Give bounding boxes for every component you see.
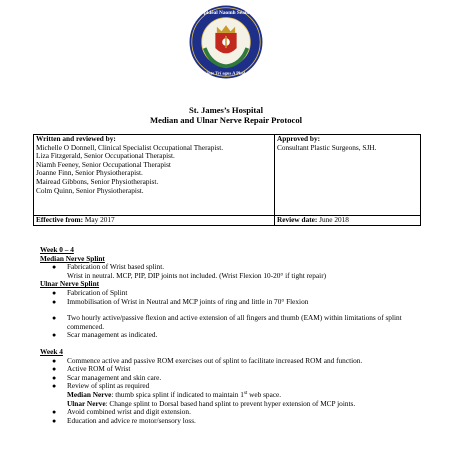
bullet-icon: ● xyxy=(52,365,57,374)
list-item: ● Education and advice re motor/sensory loss. xyxy=(52,415,196,425)
approved-label: Approved by: xyxy=(277,134,321,143)
author-line: Liza Fitzgerald, Senior Occupational Therapist. xyxy=(36,151,175,161)
effective-value: May 2017 xyxy=(84,215,115,224)
effective-cell xyxy=(34,216,275,226)
written-label: Written and reviewed by: xyxy=(36,134,116,143)
ulnar-review-line: Ulnar Nerve: Change splint to Dorsal based hand splint to prevent hyper extension of MCP joints. xyxy=(67,398,356,408)
list-item: Wrist in neutral. MCP, PIP, DIP joints not included. (Wrist Flexion 10-20° if tight repair) xyxy=(67,270,327,280)
author-line: Joanne Finn, Senior Physiotherapist. xyxy=(36,168,143,178)
authors-cell xyxy=(34,135,275,216)
review-cell xyxy=(275,216,421,226)
author-line: Michelle O Donnell, Clinical Specialist Occupational Therapist. xyxy=(36,142,224,152)
hospital-name: St. James’s Hospital xyxy=(189,105,263,115)
list-item: ● Immobilisation of Wrist in Neutral and MCP joints of ring and little in 70° Flexion xyxy=(52,296,309,306)
list-item: ● Two hourly active/passive flexion and active extension of all fingers and thumb (EAM) within limitations of splint commenced. xyxy=(52,313,402,331)
author-line: Colm Quinn, Senior Physiotherapist. xyxy=(36,185,144,195)
logo-ring-text-top: Ospidéal Naomh Séamus xyxy=(197,9,255,16)
effective-label: Effective from: xyxy=(36,215,84,224)
bullet-icon: ● xyxy=(52,408,57,417)
week-0-4-heading: Week 0 – 4 xyxy=(40,245,74,254)
list-item: ● Fabrication of Wrist based splint. xyxy=(52,262,165,272)
bullet-icon: ● xyxy=(52,416,57,425)
median-splint-heading: Median Nerve Splint xyxy=(40,253,105,263)
list-item: ● Commence active and passive ROM exercises out of splint to facilitate increased ROM and function. xyxy=(52,355,363,365)
ulnar-splint-list xyxy=(40,289,422,306)
bullet-icon: ● xyxy=(52,297,57,306)
median-review-line: Median Nerve: thumb spica splint if indicated to maintain 1st web space. xyxy=(67,389,282,399)
list-item: ● Review of splint as required xyxy=(52,381,150,391)
bullet-icon: ● xyxy=(52,331,57,340)
list-item: ● Fabrication of Splint xyxy=(52,287,128,297)
review-label: Review date: xyxy=(277,215,318,224)
bullet-icon: ● xyxy=(52,373,57,382)
bullet-icon: ● xyxy=(52,288,57,297)
protocol-title: Median and Ulnar Nerve Repair Protocol xyxy=(149,115,303,125)
bullet-icon: ● xyxy=(52,314,57,323)
protocol-info-table xyxy=(33,134,421,226)
general-list xyxy=(40,314,422,340)
list-item: ● Scar management as indicated. xyxy=(52,330,158,340)
approval-cell xyxy=(275,135,421,216)
logo-ring-text-bottom: Sláinte Trí agus A Pholain xyxy=(200,70,252,76)
review-value: June 2018 xyxy=(319,215,349,224)
bullet-icon: ● xyxy=(52,382,57,391)
list-item: ● Active ROM of Wrist xyxy=(52,364,131,374)
week-4-heading: Week 4 xyxy=(40,346,63,356)
hospital-crest-logo xyxy=(188,4,264,80)
author-line: Mairead Gibbons, Senior Physiotherapist. xyxy=(36,176,159,186)
bullet-icon: ● xyxy=(52,263,57,272)
protocol-body xyxy=(40,246,422,425)
author-line: Niamh Feeney, Senior Occupational Therapist xyxy=(36,159,171,169)
list-item: ● Avoid combined wrist and digit extension. xyxy=(52,407,191,417)
bullet-icon: ● xyxy=(52,356,57,365)
week-4-list xyxy=(40,357,422,426)
approved-value: Consultant Plastic Surgeons, SJH. xyxy=(277,142,377,152)
ulnar-splint-heading: Ulnar Nerve Splint xyxy=(40,279,100,289)
median-splint-list xyxy=(40,263,422,280)
list-item: ● Scar management and skin care. xyxy=(52,372,162,382)
